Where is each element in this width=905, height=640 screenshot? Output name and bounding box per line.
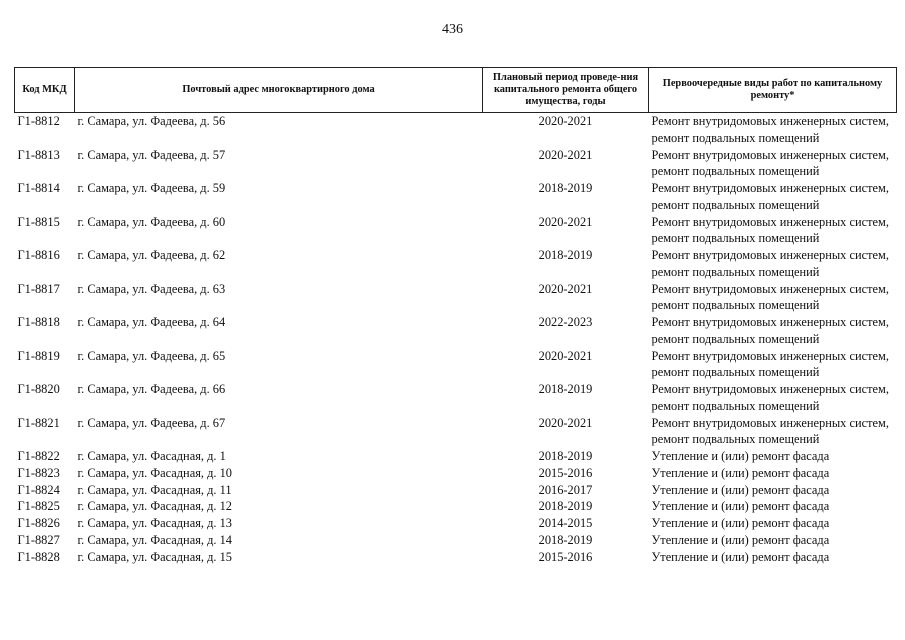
cell-works: Утепление и (или) ремонт фасада (651, 482, 830, 497)
cell-code: Г1-8818 (17, 315, 60, 329)
cell-works: Ремонт внутридомовых инженерных систем, ремонт подвальных помещений (651, 114, 889, 145)
cell-works: Ремонт внутридомовых инженерных систем, ремонт подвальных помещений (651, 315, 889, 346)
table-row (15, 281, 897, 315)
cell-works: Ремонт внутридомовых инженерных систем, ремонт подвальных помещений (651, 248, 889, 279)
cell-code: Г1-8815 (17, 214, 60, 229)
cell-code: Г1-8827 (17, 532, 60, 547)
table-row (15, 348, 897, 382)
cell-address: г. Самара, ул. Фасадная, д. 12 (77, 499, 232, 514)
table-row (15, 381, 897, 415)
cell-address: г. Самара, ул. Фасадная, д. 15 (77, 549, 232, 564)
cell-period: 2015-2016 (538, 465, 593, 480)
cell-works: Ремонт внутридомовых инженерных систем, ремонт подвальных помещений (651, 281, 889, 313)
table-row (15, 498, 897, 515)
cell-works: Утепление и (или) ремонт фасада (651, 532, 830, 547)
cell-period: 2018-2019 (538, 532, 593, 547)
cell-period: 2015-2016 (538, 549, 593, 564)
capital-repair-table (14, 67, 897, 566)
cell-period: 2018-2019 (538, 449, 593, 463)
cell-code: Г1-8826 (17, 516, 60, 531)
table-row (15, 465, 897, 482)
cell-code: Г1-8820 (17, 382, 60, 396)
table-header (15, 68, 897, 113)
table-row (15, 532, 897, 549)
table-body (15, 113, 897, 566)
cell-code: Г1-8825 (17, 499, 60, 514)
table-row (15, 247, 897, 281)
cell-works: Ремонт внутридомовых инженерных систем, ремонт подвальных помещений (651, 181, 889, 212)
table-row (15, 415, 897, 449)
table-row (15, 482, 897, 499)
table-row (15, 549, 897, 566)
cell-works: Утепление и (или) ремонт фасада (651, 465, 830, 480)
cell-period: 2018-2019 (538, 499, 593, 514)
cell-works: Ремонт внутридомовых инженерных систем, ремонт подвальных помещений (651, 147, 889, 179)
header-address: Почтовый адрес многоквартирного дома (75, 68, 483, 113)
cell-code: Г1-8822 (17, 449, 60, 463)
cell-code: Г1-8813 (17, 147, 60, 162)
cell-period: 2014-2015 (538, 516, 593, 531)
cell-address: г. Самара, ул. Фадеева, д. 65 (77, 348, 226, 363)
cell-period: 2020-2021 (538, 348, 593, 363)
table-row (15, 515, 897, 532)
cell-code: Г1-8819 (17, 348, 60, 363)
cell-works: Ремонт внутридомовых инженерных систем, ремонт подвальных помещений (651, 214, 889, 246)
cell-code: Г1-8817 (17, 281, 60, 296)
table-row (15, 147, 897, 181)
cell-period: 2020-2021 (538, 147, 593, 162)
cell-works: Ремонт внутридомовых инженерных систем, ремонт подвальных помещений (651, 348, 889, 380)
table-row (15, 214, 897, 248)
table-row (15, 180, 897, 214)
cell-address: г. Самара, ул. Фадеева, д. 62 (77, 248, 226, 262)
cell-address: г. Самара, ул. Фасадная, д. 13 (77, 516, 232, 531)
cell-works: Утепление и (или) ремонт фасада (651, 449, 830, 463)
cell-period: 2022-2023 (538, 315, 593, 329)
table-row (15, 113, 897, 147)
cell-address: г. Самара, ул. Фадеева, д. 63 (77, 281, 226, 296)
table-row (15, 448, 897, 465)
cell-period: 2020-2021 (538, 214, 593, 229)
cell-works: Ремонт внутридомовых инженерных систем, ремонт подвальных помещений (651, 415, 889, 447)
cell-address: г. Самара, ул. Фадеева, д. 66 (77, 382, 226, 396)
cell-period: 2020-2021 (538, 415, 593, 430)
cell-works: Утепление и (или) ремонт фасада (651, 516, 830, 531)
page-number: 436 (442, 22, 463, 37)
cell-address: г. Самара, ул. Фадеева, д. 57 (77, 147, 226, 162)
header-works: Первоочередные виды работ по капитальному ремонту* (649, 68, 897, 113)
cell-address: г. Самара, ул. Фадеева, д. 60 (77, 214, 226, 229)
cell-code: Г1-8828 (17, 549, 60, 564)
cell-period: 2018-2019 (538, 181, 593, 195)
cell-code: Г1-8821 (17, 415, 60, 430)
cell-address: г. Самара, ул. Фадеева, д. 59 (77, 181, 226, 195)
cell-code: Г1-8816 (17, 248, 60, 262)
cell-period: 2020-2021 (538, 114, 593, 128)
cell-code: Г1-8823 (17, 465, 60, 480)
cell-code: Г1-8814 (17, 181, 60, 195)
cell-code: Г1-8812 (17, 114, 60, 128)
cell-works: Утепление и (или) ремонт фасада (651, 549, 830, 564)
table-row (15, 314, 897, 348)
header-period: Плановый период проведе-ния капитального ремонта общего имущества, годы (483, 68, 649, 113)
cell-works: Ремонт внутридомовых инженерных систем, ремонт подвальных помещений (651, 382, 889, 413)
cell-period: 2018-2019 (538, 382, 593, 396)
cell-address: г. Самара, ул. Фасадная, д. 10 (77, 465, 232, 480)
cell-address: г. Самара, ул. Фадеева, д. 64 (77, 315, 226, 329)
cell-works: Утепление и (или) ремонт фасада (651, 499, 830, 514)
cell-address: г. Самара, ул. Фасадная, д. 11 (77, 482, 232, 497)
cell-period: 2018-2019 (538, 248, 593, 262)
cell-period: 2020-2021 (538, 281, 593, 296)
cell-period: 2016-2017 (538, 482, 593, 497)
header-code: Код МКД (15, 68, 75, 113)
cell-address: г. Самара, ул. Фадеева, д. 56 (77, 114, 226, 128)
cell-address: г. Самара, ул. Фадеева, д. 67 (77, 415, 226, 430)
cell-address: г. Самара, ул. Фасадная, д. 14 (77, 532, 232, 547)
cell-code: Г1-8824 (17, 482, 60, 497)
cell-address: г. Самара, ул. Фасадная, д. 1 (77, 449, 226, 463)
